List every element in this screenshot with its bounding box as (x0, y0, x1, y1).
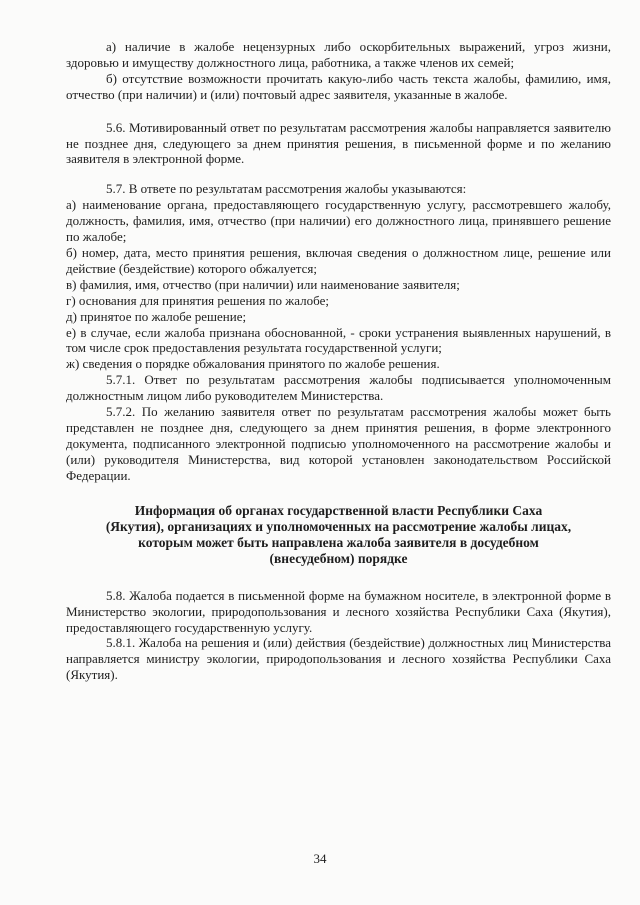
section-heading-line: (Якутия), организациях и уполномоченных на рассмотрение жалобы лицах, (105, 518, 572, 534)
list-item-5-7-g: ж) сведения о порядке обжалования принятого по жалобе решения. (66, 356, 440, 372)
paragraph-5-8-1: 5.8.1. Жалоба на решения и (или) действия (бездействие) должностных лиц Министерства направляется министру экологии, природопользования и лесного хозяйства Республики Саха (Якутия). (66, 635, 611, 683)
paragraph-5-7-2: 5.7.2. По желанию заявителя ответ по результатам рассмотрения жалобы может быть представлен не позднее дня, следующего за днем принятия решения, в форме электронного документа, подписанного электронной подписью уполномоченного на рассмотрение жалобы и (или) руководителя Министерства, вид которой установлен законодательством Российской Федерации. (66, 404, 611, 483)
paragraph-5-8: 5.8. Жалоба подается в письменной форме на бумажном носителе, в электронной форме в Министерство экологии, природопользования и лесного хозяйства Республики Саха (Якутия), предоставляющего государственную услугу. (66, 587, 611, 635)
list-item-5-7-a: а) наименование органа, предоставляющего государственную услугу, рассмотревшего жалобу, должность, фамилия, имя, отчество (при наличии) его должностного лица, принявшего решение по жалобе; (66, 197, 611, 245)
paragraph-5-5-b: б) отсутствие возможности прочитать какую-либо часть текста жалобы, фамилию, имя, отчество (при наличии) и (или) почтовый адрес заявителя, указанные в жалобе. (66, 70, 611, 102)
section-heading-line: Информация об органах государственной власти Республики Саха (134, 502, 543, 518)
list-item-5-7-e: д) принятое по жалобе решение; (66, 308, 247, 324)
list-item-5-7-c: в) фамилия, имя, отчество (при наличии) или наименование заявителя; (66, 276, 460, 292)
section-heading (66, 503, 611, 568)
text-column (66, 39, 611, 683)
list-item-5-7-f: е) в случае, если жалоба признана обоснованной, - сроки устранения выявленных нарушений, в том числе срок предоставления результата государственной услуги; (66, 324, 611, 356)
paragraph-5-5-a: а) наличие в жалобе нецензурных либо оскорбительных выражений, угроз жизни, здоровью и имуществу должностного лица, работника, а также членов их семей; (66, 39, 611, 70)
paragraph-5-7-1: 5.7.1. Ответ по результатам рассмотрения жалобы подписывается уполномоченным должностным лицом либо руководителем Министерства. (66, 372, 611, 404)
page-number: 34 (313, 851, 327, 866)
list-item-5-7-d: г) основания для принятия решения по жалобе; (66, 292, 329, 308)
paragraph-5-7-intro: 5.7. В ответе по результатам рассмотрения жалобы указываются: (106, 181, 467, 197)
section-heading-line: которым может быть направлена жалоба заявителя в досудебном (138, 535, 539, 551)
paragraph-5-6: 5.6. Мотивированный ответ по результатам рассмотрения жалобы направляется заявителю не позднее дня, следующего за днем принятия решения, в письменной форме и по желанию заявителя в электронной форме. (66, 119, 611, 167)
section-heading-line: (внесудебном) порядке (269, 551, 408, 567)
list-item-5-7-b: б) номер, дата, место принятия решения, включая сведения о должностном лице, решение или действие (бездействие) которого обжалуется; (66, 244, 611, 276)
